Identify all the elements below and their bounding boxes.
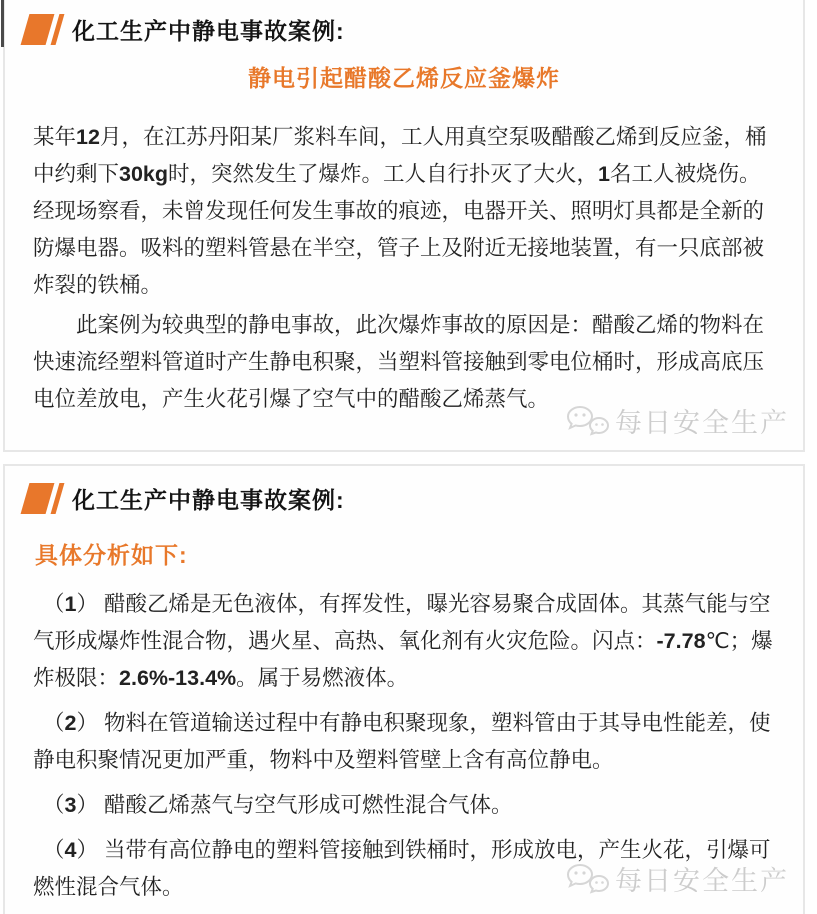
left-edge-artifact xyxy=(1,0,4,47)
wechat-logo-icon xyxy=(565,861,611,897)
paragraph-case-description: 某年12月，在江苏丹阳某厂浆料车间，工人用真空泵吸醋酸乙烯到反应釜，桶中约剩下30kg时，突然发生了爆炸。工人自行扑灭了大火，1名工人被烧伤。经现场察看，未曾发现任何发生事故的痕迹，电器开关、照明灯具都是全新的防爆电器。吸料的塑料管悬在半空，管子上及附近无接地装置，有一只底部被炸裂的铁桶。 xyxy=(33,125,767,297)
slide-card-accident-case xyxy=(3,0,805,452)
card-header xyxy=(5,466,803,515)
watermark-text: 每日安全生产 xyxy=(615,866,789,896)
analysis-point-2: （2） 物料在管道输送过程中有静电积聚现象，塑料管由于其导电性能差，使静电积聚情况更加严重，物料中及塑料管壁上含有高位静电。 xyxy=(33,711,771,772)
watermark xyxy=(565,859,789,898)
orange-slash-icon xyxy=(25,14,60,45)
orange-slash-icon xyxy=(25,483,60,514)
case-body xyxy=(5,119,803,418)
analysis-subtitle: 具体分析如下: xyxy=(35,542,188,568)
wechat-logo-icon xyxy=(565,403,611,439)
analysis-point-3: （3） 醋酸乙烯蒸气与空气形成可燃性混合气体。 xyxy=(43,793,513,817)
card-header xyxy=(5,0,803,46)
slide-card-analysis xyxy=(3,464,805,914)
watermark xyxy=(565,401,789,440)
analysis-point-1: （1） 醋酸乙烯是无色液体，有挥发性，曝光容易聚合成固体。其蒸气能与空气形成爆炸性混合物，遇火星、高热、氧化剂有火灾危险。闪点：-7.78℃；爆炸极限：2.6%-13.4%。属于易燃液体。 xyxy=(33,592,773,690)
card-header-title: 化工生产中静电事故案例: xyxy=(72,487,345,513)
paragraph-case-cause: 此案例为较典型的静电事故，此次爆炸事故的原因是：醋酸乙烯的物料在快速流经塑料管道时产生静电积聚，当塑料管接触到零电位桶时，形成高底压电位差放电，产生火花引爆了空气中的醋酸乙烯蒸气。 xyxy=(33,313,765,411)
analysis-point-4: （4） 当带有高位静电的塑料管接触到铁桶时，形成放电，产生火花，引爆可燃性混合气体。 xyxy=(33,838,771,899)
analysis-body xyxy=(5,586,803,906)
watermark-text: 每日安全生产 xyxy=(615,408,789,438)
case-title: 静电引起醋酸乙烯反应釜爆炸 xyxy=(248,65,560,91)
card-header-title: 化工生产中静电事故案例: xyxy=(72,18,345,44)
